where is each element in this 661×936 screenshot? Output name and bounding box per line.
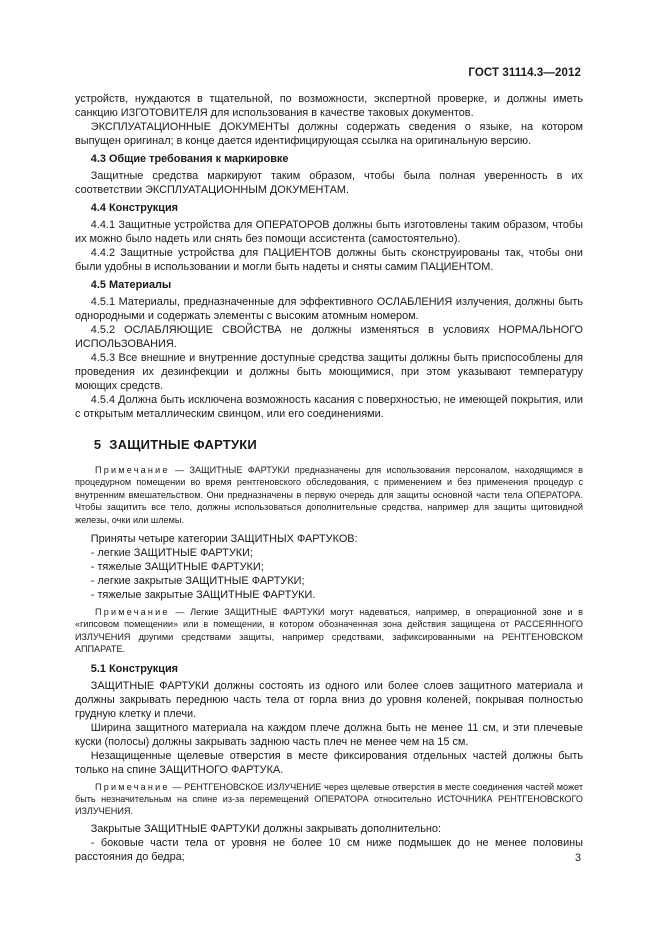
- paragraph: 4.4.2 Защитные устройства для ПАЦИЕНТОВ должны быть сконструированы так, чтобы они были удобны в использовании и могли быть надеты и сняты самим ПАЦИЕНТОМ.: [75, 247, 583, 273]
- paragraph: 4.5.4 Должна быть исключена возможность касания с поверхностью, не имеющей покрытия, или с открытым металлическим свинцом, или его соединениями.: [75, 394, 583, 420]
- list-item: - тяжелые ЗАЩИТНЫЕ ФАРТУКИ;: [90, 561, 264, 574]
- chapter-title: ЗАЩИТНЫЕ ФАРТУКИ: [109, 437, 257, 452]
- list-item: - тяжелые закрытые ЗАЩИТНЫЕ ФАРТУКИ.: [90, 589, 316, 602]
- note-text: — Легкие ЗАЩИТНЫЕ ФАРТУКИ могут надеваться, например, в операционной зоне и в «гипсовом помещении» или в помещении, в котором обозначенная зона действия защищена от РАССЕЯННОГО ИЗЛУЧЕНИЯ другими средствами защиты, например средствами, зафиксированными на РЕНТГЕНОВСКОМ АППАРАТЕ.: [75, 607, 583, 655]
- section-heading-5-1: 5.1 Конструкция: [90, 662, 178, 675]
- note: [75, 464, 583, 526]
- list-item: - легкие ЗАЩИТНЫЕ ФАРТУКИ;: [90, 547, 253, 560]
- paragraph: ЗАЩИТНЫЕ ФАРТУКИ должны состоять из одного или более слоев защитного материала и должны закрывать переднюю часть тела от горла вниз до уровня коленей, покрывая полностью грудную клетку и плечи.: [75, 679, 583, 720]
- paragraph: 4.5.3 Все внешние и внутренние доступные средства защиты должны быть приспособлены для проведения их дезинфекции и должны быть моющимися, при этом указывают температуру моющих средств.: [75, 352, 583, 392]
- paragraph: 4.4.1 Защитные устройства для ОПЕРАТОРОВ должны быть изготовлены таким образом, чтобы их можно было надеть или снять без помощи ассистента (самостоятельно).: [75, 219, 583, 245]
- paragraph: Приняты четыре категории ЗАЩИТНЫХ ФАРТУКОВ:: [90, 533, 358, 546]
- list-item: - легкие закрытые ЗАЩИТНЫЕ ФАРТУКИ;: [90, 575, 305, 588]
- paragraph: 4.5.1 Материалы, предназначенные для эффективного ОСЛАБЛЕНИЯ излучения, должны быть однородными и содержать элементы с высоким атомным номером.: [75, 296, 583, 322]
- note: [75, 606, 583, 656]
- paragraph: устройств, нуждаются в тщательной, по возможности, экспертной проверке, и должны иметь санкцию ИЗГОТОВИТЕЛЯ для использования в качестве таковых документов.: [75, 93, 583, 119]
- paragraph: ЭКСПЛУАТАЦИОННЫЕ ДОКУМЕНТЫ должны содержать сведения о языке, на котором выпущен оригинал; в конце дается идентифицирующая ссылка на оригинальную версию.: [75, 121, 583, 147]
- page-content: [75, 92, 583, 864]
- section-heading-4-5: 4.5 Материалы: [90, 279, 172, 291]
- paragraph: - боковые части тела от уровня не более 10 см ниже подмышек до не менее половины расстояния до бедра;: [75, 836, 583, 863]
- section-heading-4-4: 4.4 Конструкция: [90, 202, 178, 214]
- chapter-number: 5: [93, 437, 102, 452]
- note-label: Примечание: [95, 607, 170, 618]
- note-text: — ЗАЩИТНЫЕ ФАРТУКИ предназначены для использования персоналом, находящимся в процедурном помещении во время рентгеновского обследования, с применением и без применения процедур с внутренним вмешательством. Они предназначены в первую очередь для защиты основной части тела ОПЕРАТОРА. Чтобы защитить все тело, должны использоваться дополнительные средства, например для защиты щитовидной железы, очки или шлемы.: [75, 465, 583, 525]
- note: [75, 781, 583, 818]
- paragraph: Защитные средства маркируют таким образом, чтобы была полная уверенность в их соответствии ЭКСПЛУАТАЦИОННЫМ ДОКУМЕНТАМ.: [75, 170, 583, 196]
- document-code: ГОСТ 31114.3—2012: [468, 67, 581, 79]
- section-heading-4-3: 4.3 Общие требования к маркировке: [90, 153, 289, 165]
- paragraph: Ширина защитного материала на каждом плече должна быть не менее 11 см, и эти плечевые куски (полосы) должны закрывать заднюю часть плеч не менее чем на 15 см.: [75, 721, 583, 748]
- page-number: 3: [574, 852, 581, 864]
- paragraph: Закрытые ЗАЩИТНЫЕ ФАРТУКИ должны закрывать дополнительно:: [90, 822, 441, 835]
- paragraph: Незащищенные щелевые отверстия в месте фиксирования отдельных частей должны быть только на спине ЗАЩИТНОГО ФАРТУКА.: [75, 749, 583, 776]
- chapter-heading: [94, 437, 583, 452]
- note-text: — РЕНТГЕНОВСКОЕ ИЗЛУЧЕНИЕ через щелевые отверстия в месте соединения частей может быть незначительным на спине из-за перемещений ОПЕРАТОРА относительно ИСТОЧНИКА РЕНТГЕНОВСКОГО ИЗЛУЧЕНИЯ.: [75, 781, 583, 817]
- note-label: Примечание: [95, 781, 170, 792]
- note-label: Примечание: [95, 465, 170, 475]
- paragraph: 4.5.2 ОСЛАБЛЯЮЩИЕ СВОЙСТВА не должны изменяться в условиях НОРМАЛЬНОГО ИСПОЛЬЗОВАНИЯ.: [75, 324, 583, 350]
